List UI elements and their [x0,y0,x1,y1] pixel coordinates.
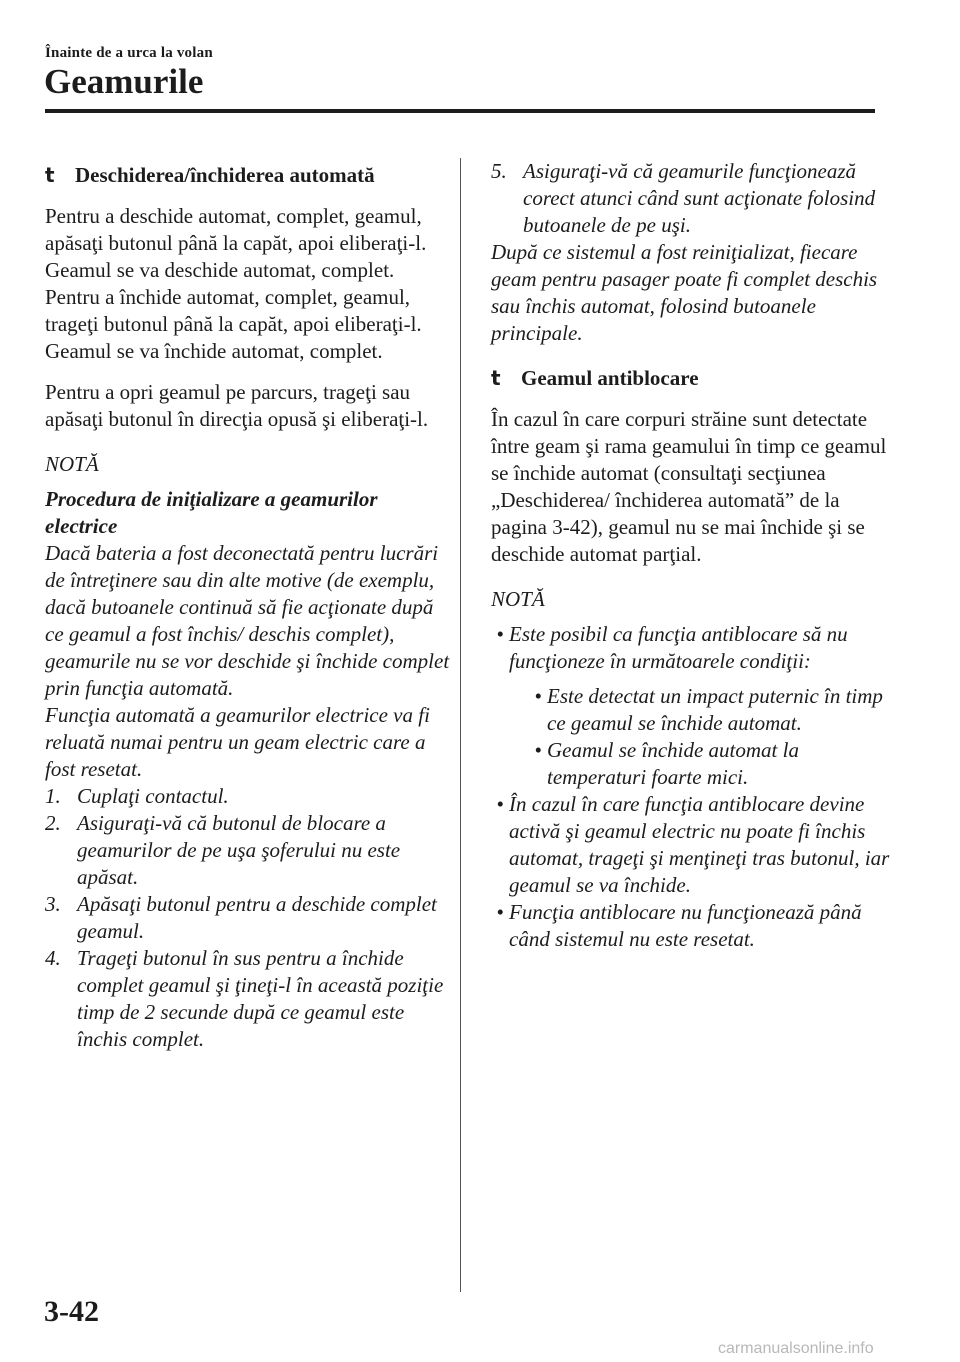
list-item [45,783,450,810]
note-label: NOTĂ [491,587,545,611]
sub-bullet-text: Geamul se închide automat la temperaturi foarte mici. [547,738,799,789]
bullet-icon: • [496,622,504,646]
page-number: 3-42 [44,1295,99,1328]
step-text: Trageţi butonul în sus pentru a închide complet geamul şi ţineţi-l în această poziţie timp de 2 secunde după ce geamul este închis complet. [77,946,444,1051]
note-paragraph-2: Funcţia automată a geamurilor electrice va fi reluată numai pentru un geam electric care a fost resetat. [45,703,430,781]
step-number: 2. [45,811,61,835]
bullet-icon: • [496,900,504,924]
page-title: Geamurile [44,62,204,101]
header-subtitle: Înainte de a urca la volan [45,45,213,61]
right-column [491,158,891,953]
steps-list [45,783,450,1053]
list-item [45,945,450,1053]
note-label: NOTĂ [45,452,99,476]
list-item [491,158,891,239]
list-item [45,810,450,891]
bullet-text: În cazul în care funcţia antiblocare devine activă şi geamul electric nu poate fi închis automat, trageţi şi menţineţi tras butonul, iar geamul se va închide. [509,792,890,897]
step-number: 1. [45,784,61,808]
note-bullets [491,621,891,953]
header-rule [45,109,875,113]
note-title: Procedura de iniţializare a geamurilor electrice [45,487,378,538]
step-number: 4. [45,946,61,970]
section-heading-text: Geamul antiblocare [521,366,699,390]
step-text: Asiguraţi-vă că geamurile funcţionează corect atunci când sunt acţionate folosind butoanele de pe uşi. [523,159,876,237]
paragraph-close-auto: Pentru a închide automat, complet, geamul, trageţi butonul până la capăt, apoi eliberaţi-l. Geamul se va închide automat, complet. [45,285,422,363]
section-heading-text: Deschiderea/închiderea automată [75,163,375,187]
step-text: Apăsaţi butonul pentru a deschide complet geamul. [77,892,437,943]
note-paragraph-1: Dacă bateria a fost deconectată pentru lucrări de întreţinere sau din alte motive (de exemplu, dacă butoanele continuă să fie acţionate după ce geamul a fost închis/ deschis complet), geamurile nu se vor deschide şi închide complet prin funcţia automată. [45,541,450,700]
section-marker-icon: t [45,163,55,187]
step-text: Cuplaţi contactul. [77,784,229,808]
list-item [491,621,891,791]
steps-list-continued [491,158,891,239]
step-number: 5. [491,159,507,183]
list-item [491,899,891,953]
paragraph-open-auto: Pentru a deschide automat, complet, geamul, apăsaţi butonul până la capăt, apoi eliberaţi-l. Geamul se va deschide automat, complet. [45,204,427,282]
list-item [45,891,450,945]
sub-bullets [509,683,891,791]
left-column [45,158,450,1053]
bullet-icon: • [534,738,542,762]
list-item [529,683,891,737]
bullet-icon: • [534,684,542,708]
bullet-text: Funcţia antiblocare nu funcţionează până când sistemul nu este resetat. [509,900,862,951]
watermark: carmanualsonline.info [718,1340,874,1357]
note-after-reset: După ce sistemul a fost reiniţializat, fiecare geam pentru pasager poate fi complet deschis sau închis automat, folosind butoanele principale. [491,240,878,345]
section-heading-antipinch [491,365,891,392]
list-item [491,791,891,899]
sub-bullet-text: Este detectat un impact puternic în timp ce geamul se închide automat. [547,684,883,735]
paragraph-stop: Pentru a opri geamul pe parcurs, trageţi sau apăsaţi butonul în direcţia opusă şi eliberaţi-l. [45,380,429,431]
column-divider [460,158,461,1292]
list-item [529,737,891,791]
step-number: 3. [45,892,61,916]
paragraph-antipinch: În cazul în care corpuri străine sunt detectate între geam şi rama geamului în timp ce geamul se închide automat (consultaţi secţiunea „Deschiderea/ închiderea automată” de la pagina 3-42), geamul nu se mai închide şi se deschide automat parţial. [491,407,887,566]
section-heading-automatic [45,162,450,189]
bullet-text: Este posibil ca funcţia antiblocare să nu funcţioneze în următoarele condiţii: [509,622,848,673]
section-marker-icon: t [491,366,501,390]
step-text: Asiguraţi-vă că butonul de blocare a geamurilor de pe uşa şoferului nu este apăsat. [77,811,401,889]
bullet-icon: • [496,792,504,816]
